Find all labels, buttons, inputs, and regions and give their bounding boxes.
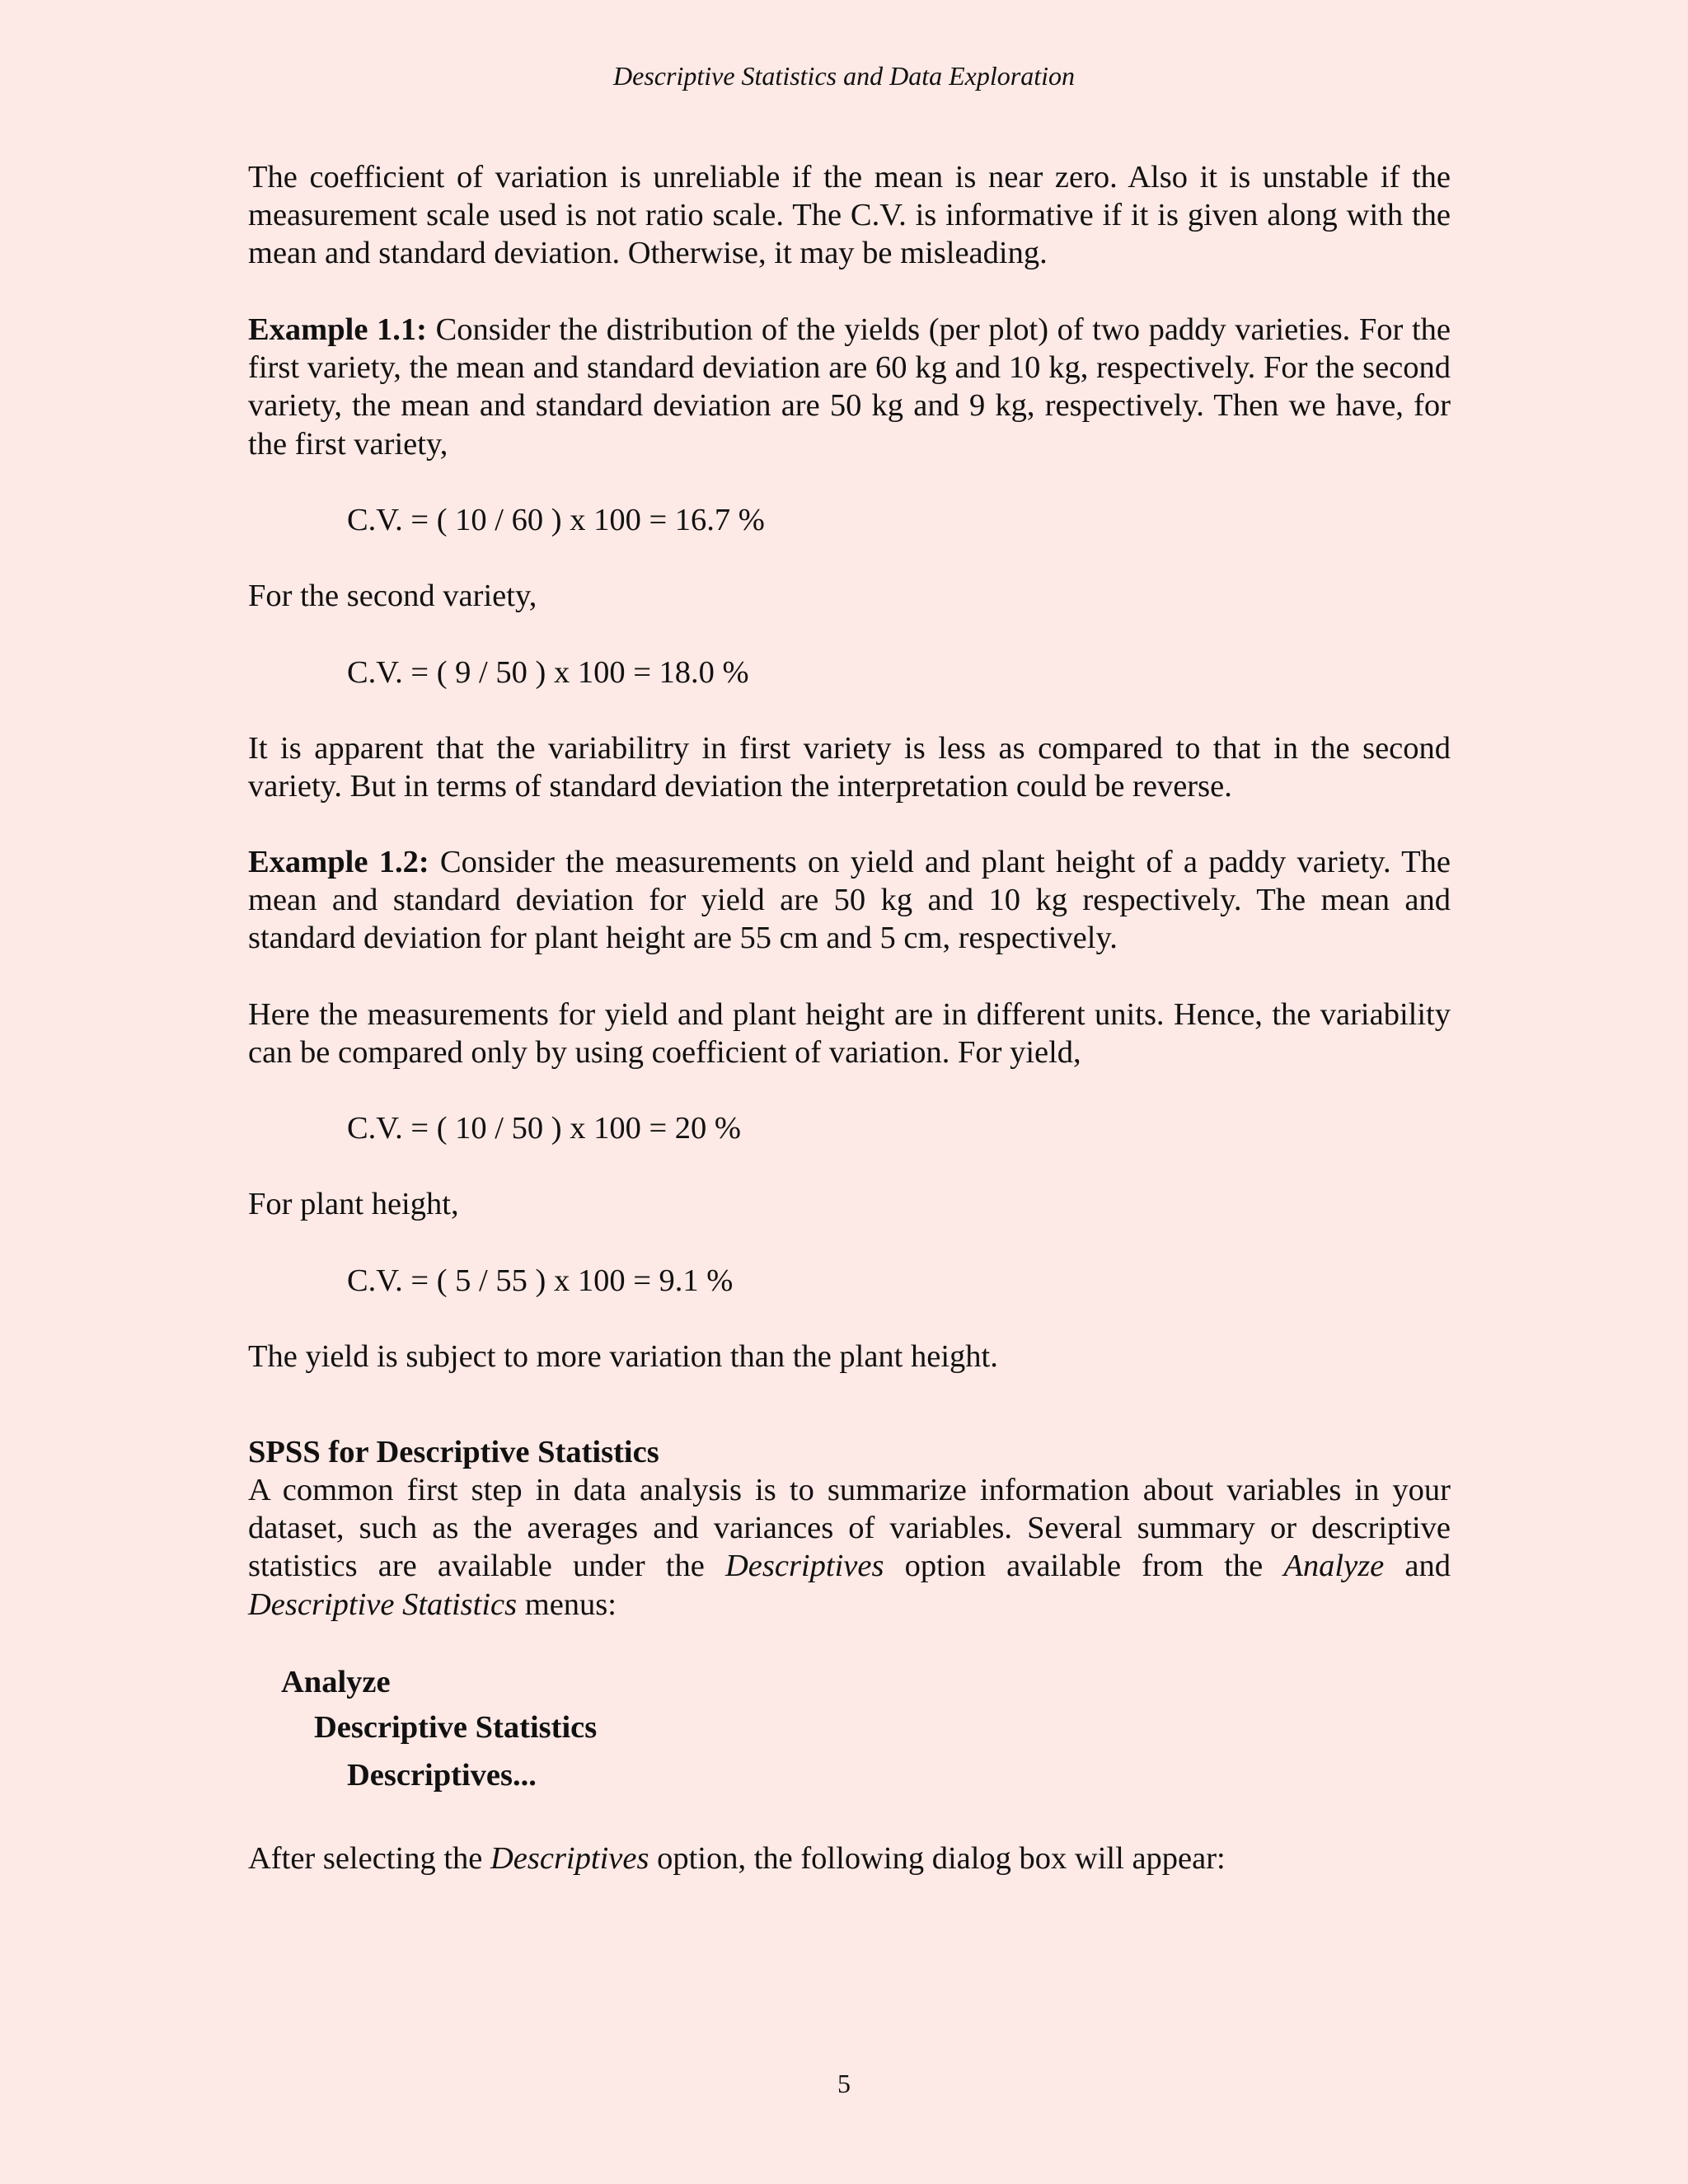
- after-selecting-paragraph: [248, 1840, 1451, 1877]
- apparent-paragraph: It is apparent that the variabilitry in first variety is less as compared to that in the second variety. But in terms of standard deviation the interpretation could be reverse.: [248, 731, 1451, 804]
- page-number: 5: [837, 2069, 851, 2098]
- conclusion-line: The yield is subject to more variation than the plant height.: [248, 1339, 998, 1374]
- menu-path-descriptives: Descriptives...: [347, 1758, 537, 1793]
- formula-cv-yield: C.V. = ( 10 / 50 ) x 100 = 20 %: [347, 1111, 741, 1146]
- spss-intro-text-3: and: [1384, 1549, 1451, 1584]
- example-1-2-text: Consider the measurements on yield and plant height of a paddy variety. The mean and standard deviation for yield are 50 kg and 10 kg respectively. The mean and standard deviation for plant height are 55 cm and 5 cm, respectively.: [248, 845, 1451, 956]
- spss-intro-descriptive-statistics: Descriptive Statistics: [248, 1586, 518, 1622]
- formula-cv-plant-height: C.V. = ( 5 / 55 ) x 100 = 9.1 %: [347, 1263, 734, 1298]
- formula-cv-second-variety: C.V. = ( 9 / 50 ) x 100 = 18.0 %: [347, 655, 749, 690]
- example-1-1-text: Consider the distribution of the yields (per plot) of two paddy varieties. For the first variety, the mean and standard deviation are 60 kg and 10 kg, respectively. For the second variety, the mean and standard deviation are 50 kg and 9 kg, respectively. Then we have, for the first variety,: [248, 312, 1451, 462]
- spss-intro-paragraph: [248, 1471, 1451, 1624]
- spss-section-heading: SPSS for Descriptive Statistics: [248, 1435, 659, 1469]
- menu-path-analyze: Analyze: [281, 1665, 391, 1699]
- cv-reliability-paragraph: The coefficient of variation is unreliable if the mean is near zero. Also it is unstable if the measurement scale used is not ratio scale. The C.V. is informative if it is given along with the mean and standard deviation. Otherwise, it may be misleading.: [248, 160, 1451, 271]
- example-1-2-paragraph: [248, 843, 1451, 958]
- spss-intro-analyze: Analyze: [1283, 1549, 1385, 1584]
- running-header: Descriptive Statistics and Data Exploration: [613, 61, 1075, 91]
- spss-intro-descriptives: Descriptives: [724, 1549, 884, 1584]
- spss-intro-text-1: A common first step in data analysis is to summarize information about variables in your dataset, such as the averages and variances of variables. Several summary or descriptive statistics are available under the: [248, 1473, 1451, 1584]
- second-variety-line: For the second variety,: [248, 579, 537, 613]
- spss-intro-text-2: option available from the: [884, 1549, 1284, 1584]
- example-1-1-label: Example 1.1:: [248, 312, 427, 347]
- after-descriptives: Descriptives: [490, 1841, 649, 1876]
- after-text-1: After selecting the: [248, 1841, 490, 1876]
- example-1-1-paragraph: [248, 311, 1451, 463]
- plant-height-line: For plant height,: [248, 1187, 459, 1221]
- example-1-2-label: Example 1.2:: [248, 845, 429, 879]
- menu-path-descriptive-statistics: Descriptive Statistics: [314, 1710, 598, 1745]
- formula-cv-first-variety: C.V. = ( 10 / 60 ) x 100 = 16.7 %: [347, 503, 765, 537]
- after-text-2: option, the following dialog box will appear:: [649, 1841, 1226, 1876]
- different-units-paragraph: Here the measurements for yield and plant height are in different units. Hence, the variability can be compared only by using coefficient of variation. For yield,: [248, 997, 1451, 1071]
- spss-intro-text-4: menus:: [517, 1586, 617, 1622]
